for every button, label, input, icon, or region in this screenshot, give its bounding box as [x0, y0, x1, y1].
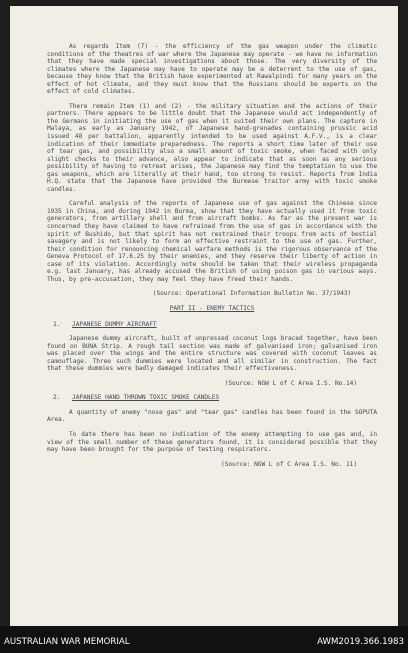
document-body [47, 43, 377, 475]
paragraph-item-7: As regards Item (7) - the efficiency of the gas weapon under the climatic conditions of the theatres of war where the Japanese may operate - we have no information that they have made special investigations about those. The very diversity of the climates where the Japanese may have to operate may be a deterrent to the use of gas, because they know that the British have experimented at Rawalpindi for many years on the effect of hot climate, and they must know that the Russians should be experts on the effect of cold climates. [47, 43, 377, 96]
footer-accession-number: AWM2019.366.1983 [317, 637, 404, 647]
paragraph-items-1-2: There remain Item (1) and (2) - the military situation and the actions of their partners. There appears to be little doubt that the Japanese would act independently of the Germans in initiating the use of gas when it suited their own plans. The capture in Malaya, as early as January 1942, of Japanese hand-grenades containing prussic acid issued 48 per battalion, apparently intended to be used against A.F.V., is a clear indication of their immediate preparedness. The reports a short time later of their use of tear gas, and possibility also a small amount of toxic smoke, when faced with only slight checks to their advance, also appear to indicate that as soon as any serious possibility of having to retreat arises, the Japanese may find the temptation to use the gas weapons, which are literally at their hand, too strong to resist. Reports from India H.Q. state that the Japanese have provided the Burmese traitor army with toxic smoke candles. [47, 102, 377, 193]
section-body-smoke-candles-2: To date there has been no indication of the enemy attempting to use gas and, in view of the small number of these generators found, it is considered possible that they may have been brought for the purpose of testing respirators. [47, 430, 377, 454]
source-citation-2: (Source: NGW L of C Area I.S. No.14) [224, 379, 357, 387]
section-body-smoke-candles-1: A quantity of enemy "nose gas" and "tear gas" candles has been found in the SOPUTA Area. [47, 408, 377, 424]
section-number: 1. [53, 320, 61, 328]
source-citation-1: (Source: Operational Information Bulletin No. 37/1943) [152, 290, 352, 298]
section-body-dummy-aircraft: Japanese dummy aircraft, built of unpressed coconut logs braced together, have been found on BUNA Strip. A rough tail section was made of galvanised iron; galvanised iron was placed over the wings and the entire structure was covered with coconut leaves as camouflage. Three such dummies were located and all similar in construction. The fact that these dummies were badly damaged indicates their effectiveness. [47, 335, 377, 373]
part-title: PART II - ENEMY TACTICS [169, 304, 255, 312]
section-title: JAPANESE HAND THROWN TOXIC SMOKE CANDLES [72, 394, 220, 402]
footer-bar [0, 626, 408, 653]
footer-institution: AUSTRALIAN WAR MEMORIAL [4, 637, 130, 647]
section-heading-dummy-aircraft [53, 321, 377, 329]
section-number: 2. [53, 394, 61, 402]
section-title: JAPANESE DUMMY AIRCRAFT [72, 320, 157, 328]
source-citation-3: (Source: NGW L of C Area I.S. No. 11) [221, 460, 357, 468]
paragraph-analysis: Careful analysis of the reports of Japanese use of gas against the Chinese since 1935 in China, and during 1942 in Burma, show that they have actually used it from toxic generators, from artillery shell and from aircraft bombs. As far as the present war is concerned they have claimed to have refrained from the use of gas in accordance with the spirit of Bushido, but that spirit has not restrained their troops from acts of bestial savagery and is not likely to form an effective restraint to the use of gas. Further, their condition for renouncing chemical warfare methods is the rigorous observance of the Geneva Protocol of 17.6.25 by their enemies, and they reserve their liberty of action in case of its violation. Accordingly note should be taken that their wireless propaganda e.g. last January, has already accused the British of using poison gas in various ways. Thus, by pre-accusation, they may feel they have freed their hands. [47, 200, 377, 283]
document-page [10, 6, 398, 626]
section-heading-smoke-candles [53, 394, 377, 402]
